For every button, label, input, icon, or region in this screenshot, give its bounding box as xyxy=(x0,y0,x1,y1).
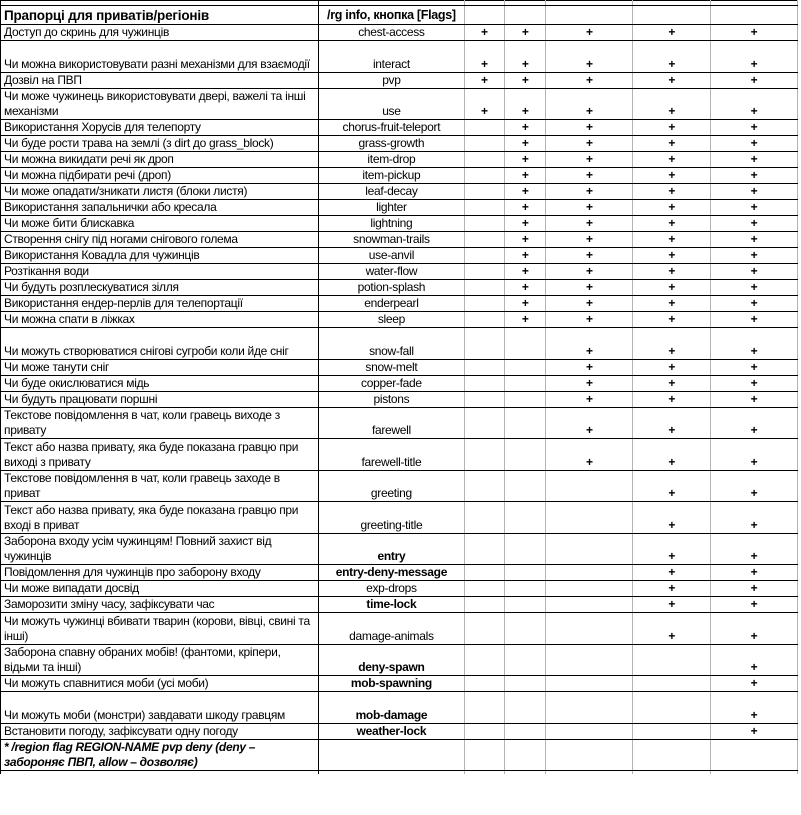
flag-mark-cell: + xyxy=(711,296,798,312)
flag-row xyxy=(1,200,798,216)
flag-description-cell: Встановити погоду, зафіксувати одну погоду xyxy=(1,723,319,739)
flag-name-cell: greeting-title xyxy=(319,502,464,534)
flag-name-cell: lighter xyxy=(319,200,464,216)
flag-row xyxy=(1,41,798,73)
flag-row xyxy=(1,248,798,264)
flag-mark-empty-cell xyxy=(633,676,711,692)
flag-mark-empty-cell xyxy=(505,407,546,439)
flag-mark-empty-cell xyxy=(546,644,633,676)
flag-mark-empty-cell xyxy=(505,692,546,724)
flag-description-cell: Чи можна підбирати речі (дроп) xyxy=(1,168,319,184)
flag-name-cell: interact xyxy=(319,41,464,73)
flag-row xyxy=(1,136,798,152)
flag-mark-cell: + xyxy=(546,184,633,200)
flag-mark-empty-cell xyxy=(464,533,504,565)
flag-row xyxy=(1,120,798,136)
flag-mark-cell: + xyxy=(505,232,546,248)
flag-mark-empty-cell xyxy=(546,676,633,692)
flag-description-cell: Розтікання води xyxy=(1,264,319,280)
flag-row xyxy=(1,375,798,391)
flag-name-cell: time-lock xyxy=(319,597,464,613)
flag-mark-cell: + xyxy=(711,613,798,645)
flag-mark-empty-cell xyxy=(546,597,633,613)
flag-mark-cell: + xyxy=(633,312,711,328)
flag-row xyxy=(1,25,798,41)
spacer-cell xyxy=(633,771,711,775)
flag-mark-cell: + xyxy=(633,328,711,360)
flag-mark-cell: + xyxy=(633,248,711,264)
flag-mark-empty-cell xyxy=(464,264,504,280)
flag-row xyxy=(1,644,798,676)
flag-mark-cell: + xyxy=(505,296,546,312)
flag-mark-empty-cell xyxy=(546,470,633,502)
flag-row xyxy=(1,676,798,692)
flag-mark-empty-cell xyxy=(546,739,633,771)
flag-mark-cell: + xyxy=(633,613,711,645)
flag-description-cell: Чи можна спати в ліжках xyxy=(1,312,319,328)
flag-mark-cell: + xyxy=(633,502,711,534)
flag-mark-cell: + xyxy=(633,168,711,184)
flag-mark-cell: + xyxy=(546,120,633,136)
flag-mark-cell: + xyxy=(711,25,798,41)
flag-mark-cell: + xyxy=(546,200,633,216)
flag-name-cell: water-flow xyxy=(319,264,464,280)
spacer-cell xyxy=(1,771,319,775)
flag-mark-cell: + xyxy=(505,248,546,264)
flag-mark-empty-cell xyxy=(505,739,546,771)
flag-row xyxy=(1,391,798,407)
flag-mark-empty-cell xyxy=(464,676,504,692)
footer-note-row xyxy=(1,739,798,771)
flag-mark-empty-cell xyxy=(464,216,504,232)
flag-mark-empty-cell xyxy=(505,676,546,692)
bottom-spacer-row xyxy=(1,771,798,775)
spacer-cell xyxy=(546,771,633,775)
flag-mark-cell: + xyxy=(711,359,798,375)
flag-mark-empty-cell xyxy=(505,439,546,471)
flag-mark-cell: + xyxy=(633,41,711,73)
flag-mark-cell: + xyxy=(711,41,798,73)
flag-mark-cell: + xyxy=(633,72,711,88)
flag-mark-cell: + xyxy=(711,391,798,407)
flag-mark-cell: + xyxy=(633,533,711,565)
flag-mark-empty-cell xyxy=(464,312,504,328)
flag-mark-cell: + xyxy=(711,470,798,502)
flag-mark-empty-cell xyxy=(464,407,504,439)
flag-row xyxy=(1,581,798,597)
flag-name-cell: item-drop xyxy=(319,152,464,168)
flag-name-cell: use-anvil xyxy=(319,248,464,264)
flag-name-cell: chorus-fruit-teleport xyxy=(319,120,464,136)
flag-mark-cell: + xyxy=(546,152,633,168)
flag-row xyxy=(1,216,798,232)
flag-mark-cell: + xyxy=(711,216,798,232)
flag-description-cell: Чи може танути сніг xyxy=(1,359,319,375)
flag-description-cell: Чи будуть розплескуватися зілля xyxy=(1,280,319,296)
flag-mark-cell: + xyxy=(711,407,798,439)
flag-mark-cell: + xyxy=(546,359,633,375)
flag-row xyxy=(1,312,798,328)
flag-row xyxy=(1,359,798,375)
flag-description-cell: Чи можуть чужинці вбивати тварин (корови, вівці, свині та інші) xyxy=(1,613,319,645)
flag-mark-cell: + xyxy=(464,72,504,88)
flag-description-cell: Чи може випадати досвід xyxy=(1,581,319,597)
flag-mark-cell: + xyxy=(546,88,633,120)
header-row xyxy=(1,6,798,25)
flag-name-cell: enderpearl xyxy=(319,296,464,312)
flag-description-cell: Дозвіл на ПВП xyxy=(1,72,319,88)
flag-mark-empty-cell xyxy=(505,470,546,502)
flag-mark-cell: + xyxy=(505,72,546,88)
flag-description-cell: Створення снігу під ногами снігового голема xyxy=(1,232,319,248)
flag-mark-empty-cell xyxy=(464,168,504,184)
flag-mark-cell: + xyxy=(505,25,546,41)
flag-mark-cell: + xyxy=(633,597,711,613)
flag-mark-cell: + xyxy=(505,264,546,280)
flag-mark-empty-cell xyxy=(546,581,633,597)
flag-name-cell: pvp xyxy=(319,72,464,88)
flag-mark-empty-cell xyxy=(633,723,711,739)
flag-mark-empty-cell xyxy=(464,502,504,534)
flag-mark-empty-cell xyxy=(464,232,504,248)
flag-row xyxy=(1,152,798,168)
flag-row xyxy=(1,470,798,502)
flag-mark-empty-cell xyxy=(546,502,633,534)
flag-mark-cell: + xyxy=(633,136,711,152)
flag-mark-empty-cell xyxy=(464,391,504,407)
flags-table-body xyxy=(1,25,798,771)
flag-mark-cell: + xyxy=(633,581,711,597)
flag-name-cell: item-pickup xyxy=(319,168,464,184)
flag-mark-empty-cell xyxy=(546,565,633,581)
flag-description-cell: Чи можуть спавнитися моби (усі моби) xyxy=(1,676,319,692)
flag-mark-empty-cell xyxy=(464,328,504,360)
flag-mark-cell: + xyxy=(464,41,504,73)
flag-row xyxy=(1,723,798,739)
flag-name-cell: sleep xyxy=(319,312,464,328)
flag-mark-cell: + xyxy=(711,533,798,565)
flag-mark-cell: + xyxy=(505,216,546,232)
flag-mark-empty-cell xyxy=(464,470,504,502)
flag-description-cell: Чи буде окислюватися мідь xyxy=(1,375,319,391)
flag-column-header: /rg info, кнопка [Flags] xyxy=(319,6,464,25)
flag-row xyxy=(1,565,798,581)
flag-description-cell: Текстове повідомлення в чат, коли гравець виходе з привату xyxy=(1,407,319,439)
flag-mark-empty-cell xyxy=(464,723,504,739)
flag-mark-cell: + xyxy=(546,72,633,88)
flag-name-cell: farewell-title xyxy=(319,439,464,471)
flag-mark-cell: + xyxy=(633,232,711,248)
spacer-cell xyxy=(464,771,504,775)
spacer-cell xyxy=(319,771,464,775)
flag-description-cell: Чи можуть моби (монстри) завдавати шкоду гравцям xyxy=(1,692,319,724)
flag-row xyxy=(1,613,798,645)
flag-mark-cell: + xyxy=(505,136,546,152)
flag-name-cell: exp-drops xyxy=(319,581,464,597)
flag-mark-cell: + xyxy=(711,232,798,248)
flag-mark-empty-cell xyxy=(464,152,504,168)
flag-mark-empty-cell xyxy=(711,739,798,771)
flag-mark-cell: + xyxy=(546,216,633,232)
flag-mark-cell: + xyxy=(546,328,633,360)
flag-mark-cell: + xyxy=(711,439,798,471)
flag-mark-empty-cell xyxy=(505,533,546,565)
flag-description-cell: Повідомлення для чужинців про заборону входу xyxy=(1,565,319,581)
flag-mark-empty-cell xyxy=(505,565,546,581)
flag-name-cell: use xyxy=(319,88,464,120)
flag-mark-cell: + xyxy=(711,168,798,184)
flag-mark-empty-cell xyxy=(464,613,504,645)
flag-mark-empty-cell xyxy=(464,375,504,391)
flag-mark-cell: + xyxy=(546,25,633,41)
flag-mark-empty-cell xyxy=(633,692,711,724)
flag-mark-cell: + xyxy=(546,168,633,184)
flag-mark-empty-cell xyxy=(464,581,504,597)
flag-mark-empty-cell xyxy=(464,120,504,136)
flag-row xyxy=(1,597,798,613)
flag-mark-cell: + xyxy=(633,470,711,502)
spacer-cell xyxy=(711,771,798,775)
flag-mark-empty-cell xyxy=(505,391,546,407)
flag-mark-empty-cell xyxy=(546,533,633,565)
flag-row xyxy=(1,502,798,534)
flag-mark-empty-cell xyxy=(546,723,633,739)
flag-mark-empty-cell xyxy=(546,613,633,645)
flag-mark-cell: + xyxy=(711,264,798,280)
page-title: Прапорці для приватів/регіонів xyxy=(1,6,319,25)
flag-mark-cell: + xyxy=(633,296,711,312)
flag-name-cell: greeting xyxy=(319,470,464,502)
flag-mark-cell: + xyxy=(546,375,633,391)
flag-mark-empty-cell xyxy=(464,565,504,581)
flag-mark-cell: + xyxy=(711,676,798,692)
flag-mark-cell: + xyxy=(505,120,546,136)
flag-description-cell: Чи може чужинець використовувати двері, важелі та інші механізми xyxy=(1,88,319,120)
flag-mark-cell: + xyxy=(711,136,798,152)
flag-description-cell: Доступ до скринь для чужинців xyxy=(1,25,319,41)
flag-row xyxy=(1,184,798,200)
flag-row xyxy=(1,328,798,360)
flag-description-cell: Використання Хорусів для телепорту xyxy=(1,120,319,136)
flag-name-cell: pistons xyxy=(319,391,464,407)
flag-row xyxy=(1,72,798,88)
flag-mark-cell: + xyxy=(633,200,711,216)
flag-mark-empty-cell xyxy=(464,200,504,216)
flag-mark-empty-cell xyxy=(464,184,504,200)
flag-mark-cell: + xyxy=(505,280,546,296)
flag-mark-cell: + xyxy=(633,280,711,296)
flag-row xyxy=(1,88,798,120)
flag-mark-empty-cell xyxy=(464,136,504,152)
flag-mark-cell: + xyxy=(711,248,798,264)
flag-description-cell: Заморозити зміну часу, зафіксувати час xyxy=(1,597,319,613)
flag-description-cell: Використання ендер-перлів для телепортації xyxy=(1,296,319,312)
flag-mark-cell: + xyxy=(546,41,633,73)
mark-column-header xyxy=(633,6,711,25)
flag-mark-cell: + xyxy=(711,644,798,676)
flag-name-cell xyxy=(319,739,464,771)
flag-mark-empty-cell xyxy=(505,613,546,645)
flag-mark-cell: + xyxy=(711,581,798,597)
flag-mark-empty-cell xyxy=(633,739,711,771)
mark-column-header xyxy=(711,6,798,25)
flag-mark-empty-cell xyxy=(464,597,504,613)
flag-mark-cell: + xyxy=(505,200,546,216)
flag-description-cell: Чи можуть створюватися снігові сугроби коли йде сніг xyxy=(1,328,319,360)
flag-mark-empty-cell xyxy=(505,644,546,676)
flag-row xyxy=(1,296,798,312)
flag-row xyxy=(1,533,798,565)
flag-mark-empty-cell xyxy=(505,375,546,391)
flag-mark-cell: + xyxy=(464,88,504,120)
flag-mark-cell: + xyxy=(505,312,546,328)
footer-note-cell: * /region flag REGION-NAME pvp deny (deny – забороняє ПВП, allow – дозволяє) xyxy=(1,739,319,771)
flag-name-cell: potion-splash xyxy=(319,280,464,296)
flag-mark-cell: + xyxy=(633,407,711,439)
flag-mark-empty-cell xyxy=(505,502,546,534)
flag-row xyxy=(1,168,798,184)
flag-mark-cell: + xyxy=(711,502,798,534)
flag-mark-cell: + xyxy=(505,41,546,73)
flag-mark-cell: + xyxy=(633,25,711,41)
flag-mark-empty-cell xyxy=(464,439,504,471)
flag-mark-cell: + xyxy=(633,375,711,391)
flag-mark-empty-cell xyxy=(464,248,504,264)
flag-mark-empty-cell xyxy=(464,359,504,375)
flag-description-cell: Використання запальнички або кресала xyxy=(1,200,319,216)
flag-name-cell: farewell xyxy=(319,407,464,439)
flag-row xyxy=(1,692,798,724)
flag-mark-cell: + xyxy=(546,136,633,152)
flag-mark-cell: + xyxy=(633,264,711,280)
flag-mark-cell: + xyxy=(546,312,633,328)
flag-mark-cell: + xyxy=(633,184,711,200)
flag-mark-empty-cell xyxy=(546,692,633,724)
flag-mark-empty-cell xyxy=(505,359,546,375)
flag-name-cell: entry-deny-message xyxy=(319,565,464,581)
flag-mark-cell: + xyxy=(546,407,633,439)
flag-name-cell: mob-damage xyxy=(319,692,464,724)
flag-mark-empty-cell xyxy=(464,692,504,724)
flag-description-cell: Чи може опадати/зникати листя (блоки листя) xyxy=(1,184,319,200)
flag-mark-empty-cell xyxy=(464,296,504,312)
flag-description-cell: Чи будуть працювати поршні xyxy=(1,391,319,407)
flag-name-cell: lightning xyxy=(319,216,464,232)
flag-mark-cell: + xyxy=(505,152,546,168)
flag-mark-cell: + xyxy=(711,723,798,739)
flag-mark-empty-cell xyxy=(505,581,546,597)
flag-mark-cell: + xyxy=(711,565,798,581)
flag-description-cell: Заборона входу усім чужинцям! Повний захист від чужинців xyxy=(1,533,319,565)
flag-mark-cell: + xyxy=(505,184,546,200)
flag-name-cell: weather-lock xyxy=(319,723,464,739)
flag-mark-empty-cell xyxy=(464,739,504,771)
flag-mark-cell: + xyxy=(546,391,633,407)
flag-mark-empty-cell xyxy=(633,644,711,676)
flag-row xyxy=(1,407,798,439)
flag-mark-empty-cell xyxy=(505,723,546,739)
flag-mark-cell: + xyxy=(633,120,711,136)
flag-name-cell: leaf-decay xyxy=(319,184,464,200)
mark-column-header xyxy=(464,6,504,25)
flag-mark-cell: + xyxy=(546,280,633,296)
flag-mark-cell: + xyxy=(633,359,711,375)
flag-description-cell: Використання Ковадла для чужинців xyxy=(1,248,319,264)
flag-mark-cell: + xyxy=(633,88,711,120)
flag-description-cell: Чи може бити блискавка xyxy=(1,216,319,232)
flag-mark-cell: + xyxy=(711,312,798,328)
flag-mark-cell: + xyxy=(546,264,633,280)
flag-name-cell: chest-access xyxy=(319,25,464,41)
flag-mark-empty-cell xyxy=(505,597,546,613)
flag-mark-cell: + xyxy=(711,184,798,200)
flag-mark-cell: + xyxy=(633,391,711,407)
flag-description-cell: Текстове повідомлення в чат, коли гравець заходе в приват xyxy=(1,470,319,502)
flag-row xyxy=(1,439,798,471)
flag-mark-cell: + xyxy=(711,280,798,296)
flag-mark-cell: + xyxy=(633,565,711,581)
flag-name-cell: mob-spawning xyxy=(319,676,464,692)
flag-mark-cell: + xyxy=(546,232,633,248)
flag-name-cell: copper-fade xyxy=(319,375,464,391)
flag-mark-cell: + xyxy=(546,248,633,264)
flag-mark-cell: + xyxy=(546,439,633,471)
flag-name-cell: snow-fall xyxy=(319,328,464,360)
flag-row xyxy=(1,280,798,296)
flag-mark-cell: + xyxy=(711,72,798,88)
flag-description-cell: Чи буде рости трава на землі (з dirt до grass_block) xyxy=(1,136,319,152)
flag-mark-cell: + xyxy=(505,88,546,120)
flag-mark-cell: + xyxy=(711,692,798,724)
flag-description-cell: Текст або назва привату, яка буде показана гравцю при виході з привату xyxy=(1,439,319,471)
flag-description-cell: Чи можна використовувати разні механізми для взаємодії xyxy=(1,41,319,73)
flag-mark-cell: + xyxy=(711,152,798,168)
flag-name-cell: entry xyxy=(319,533,464,565)
flag-mark-empty-cell xyxy=(464,644,504,676)
flag-mark-cell: + xyxy=(711,328,798,360)
flag-mark-empty-cell xyxy=(464,280,504,296)
flag-mark-empty-cell xyxy=(505,328,546,360)
flag-name-cell: snowman-trails xyxy=(319,232,464,248)
flag-mark-cell: + xyxy=(464,25,504,41)
flag-row xyxy=(1,264,798,280)
mark-column-header xyxy=(505,6,546,25)
flag-mark-cell: + xyxy=(711,375,798,391)
flag-mark-cell: + xyxy=(505,168,546,184)
flag-mark-cell: + xyxy=(633,216,711,232)
flag-mark-cell: + xyxy=(546,296,633,312)
mark-column-header xyxy=(546,6,633,25)
flag-mark-cell: + xyxy=(711,88,798,120)
flag-mark-cell: + xyxy=(711,200,798,216)
flag-name-cell: deny-spawn xyxy=(319,644,464,676)
flag-mark-cell: + xyxy=(633,439,711,471)
flag-mark-cell: + xyxy=(633,152,711,168)
spacer-cell xyxy=(505,771,546,775)
flag-mark-cell: + xyxy=(711,597,798,613)
flag-description-cell: Заборона спавну обраних мобів! (фантоми, кріпери, відьми та інші) xyxy=(1,644,319,676)
flag-mark-cell: + xyxy=(711,120,798,136)
flag-name-cell: snow-melt xyxy=(319,359,464,375)
flag-row xyxy=(1,232,798,248)
flag-name-cell: damage-animals xyxy=(319,613,464,645)
flag-description-cell: Текст або назва привату, яка буде показана гравцю при вході в приват xyxy=(1,502,319,534)
flag-name-cell: grass-growth xyxy=(319,136,464,152)
flag-description-cell: Чи можна викидати речі як дроп xyxy=(1,152,319,168)
